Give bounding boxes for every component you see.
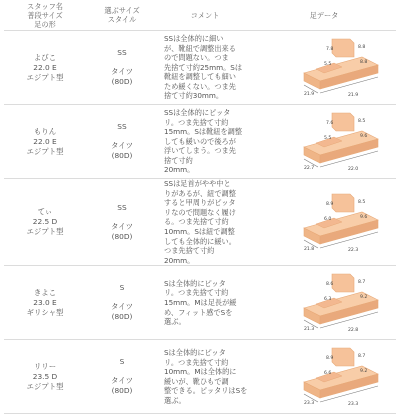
size-style-cell — [86, 340, 158, 414]
table-row — [4, 105, 396, 179]
measure-top-a: 7.6 — [326, 121, 334, 126]
foot-diagram — [252, 31, 396, 104]
measure-length: 23.3 — [348, 402, 359, 408]
header-row — [4, 0, 396, 31]
size-style-cell — [86, 105, 158, 179]
size-style-cell — [86, 266, 158, 340]
measure-length: 21.9 — [348, 93, 359, 98]
header-foot-data: 足データ — [252, 0, 396, 31]
measure-mid-b: 9.2 — [360, 295, 368, 301]
instep-block — [332, 39, 354, 57]
staff-text: もりん 22.0 E エジプト型 — [26, 126, 64, 156]
measure-mid-b: 8.8 — [360, 60, 368, 65]
measure-mid-a: 6.0 — [324, 216, 332, 222]
comment-cell — [158, 340, 252, 414]
foot-data-cell — [252, 266, 396, 340]
measure-top-b: 8.5 — [358, 199, 366, 205]
instep-block — [332, 274, 354, 292]
header-comment: コメント — [158, 0, 252, 31]
measure-width: 21.3 — [304, 327, 315, 333]
hosiery-style: タイツ (80D) — [110, 141, 134, 160]
measure-top-b: 8.7 — [358, 280, 366, 286]
recommended-size: S — [119, 357, 125, 367]
staff-text: きよこ 23.0 E ギリシャ型 — [26, 287, 64, 317]
measure-length: 22.8 — [348, 328, 359, 334]
foot-measure-svg — [302, 272, 392, 334]
foot-data-cell — [252, 31, 396, 105]
staff-text: よびこ 22.0 E エジプト型 — [26, 52, 64, 82]
table-row — [4, 266, 396, 340]
staff-text: てぃ 22.5 D エジプト型 — [26, 207, 64, 237]
size-guide-table — [4, 0, 396, 414]
measure-top-a: 8.6 — [326, 282, 334, 288]
staff-info — [4, 105, 86, 179]
measure-mid-b: 9.2 — [360, 369, 368, 375]
measure-mid-a: 6.6 — [324, 371, 332, 377]
header-staff: スタッフ名 普段サイズ 足の形 — [4, 0, 86, 31]
instep-block — [332, 348, 354, 366]
hosiery-style: タイツ (80D) — [110, 376, 134, 396]
measure-mid-a: 5.5 — [324, 136, 332, 141]
measure-width: 22.7 — [304, 166, 315, 171]
foot-measure-svg — [302, 192, 392, 254]
table-row — [4, 179, 396, 266]
measure-width: 23.3 — [304, 401, 315, 407]
header-size-style: 選ぶサイズ スタイル — [86, 0, 158, 31]
comment-cell — [158, 31, 252, 105]
comment-text: Sは全体的にピッタ リ。つま先捨て寸約 10mm。Mは全体的に 緩いが、靴ひもで調 整できる。ピッタリはSを 選ぶ。 — [164, 348, 248, 406]
measure-width: 21.9 — [304, 92, 315, 97]
hosiery-style: タイツ (80D) — [110, 221, 134, 241]
measure-mid-b: 9.6 — [360, 134, 368, 139]
foot-measure-svg — [302, 346, 392, 408]
foot-data-cell — [252, 105, 396, 179]
measure-length: 22.3 — [348, 247, 359, 253]
foot-diagram — [252, 105, 396, 178]
comment-text: SSは全体的に細い が、靴紐で調整出来る ので問題ない。つま 先捨て寸約25mm。Sは 靴紐を調整しても細い ため緩くない。つま先 捨て寸約30mm。 — [164, 33, 243, 101]
size-style-cell — [86, 31, 158, 105]
foot-measure-svg — [302, 37, 392, 99]
measure-mid-a: 6.3 — [324, 297, 332, 303]
comment-text: SSは足首がやや中と りがあるが、紐で調整 すると甲周りがピッタ リなので問題なく履け る。つま先捨て寸約 10mm。Sは紐で調整 しても全体的に緩い。 つま先捨て寸約 20mm。 — [164, 179, 236, 265]
foot-diagram — [252, 186, 396, 259]
staff-info — [4, 340, 86, 414]
comment-text: SSは全体的にピッタ リ。つま先捨て寸約 15mm。Sは靴紐を調整 しても緩いので後ろが 浮いてしまう。つま先 捨て寸約 20mm。 — [164, 107, 243, 175]
recommended-size: SS — [117, 48, 127, 57]
foot-diagram — [252, 340, 396, 413]
measure-top-a: 8.9 — [326, 356, 334, 362]
foot-data-cell — [252, 179, 396, 266]
staff-info — [4, 179, 86, 266]
measure-top-a: 8.9 — [326, 201, 334, 207]
staff-text: リリー 23.5 D エジプト型 — [26, 361, 64, 391]
staff-info — [4, 266, 86, 340]
table-row — [4, 340, 396, 414]
measure-width: 21.8 — [304, 246, 315, 252]
instep-block — [332, 113, 354, 131]
foot-diagram — [252, 266, 396, 339]
hosiery-style: タイツ (80D) — [110, 67, 134, 86]
comment-cell — [158, 105, 252, 179]
table-row — [4, 31, 396, 105]
measure-top-b: 8.7 — [358, 354, 366, 360]
measure-top-b: 8.5 — [358, 119, 366, 124]
instep-block — [332, 194, 354, 212]
foot-data-cell — [252, 340, 396, 414]
measure-mid-a: 5.5 — [324, 62, 332, 67]
staff-info — [4, 31, 86, 105]
comment-cell — [158, 266, 252, 340]
comment-cell — [158, 179, 252, 266]
measure-top-b: 8.8 — [358, 45, 366, 50]
measure-mid-b: 9.6 — [360, 214, 368, 220]
recommended-size: SS — [117, 202, 127, 212]
recommended-size: S — [119, 283, 125, 293]
hosiery-style: タイツ (80D) — [110, 302, 134, 322]
foot-measure-svg — [302, 111, 392, 173]
recommended-size: SS — [117, 122, 127, 131]
size-style-cell — [86, 179, 158, 266]
measure-top-a: 7.8 — [326, 47, 334, 52]
comment-text: Sは全体的にピッタ リ。つま先捨て寸約 15mm。Mは足長が緩 め、フィット感でSを 選ぶ。 — [164, 278, 237, 327]
measure-length: 22.0 — [348, 167, 359, 172]
